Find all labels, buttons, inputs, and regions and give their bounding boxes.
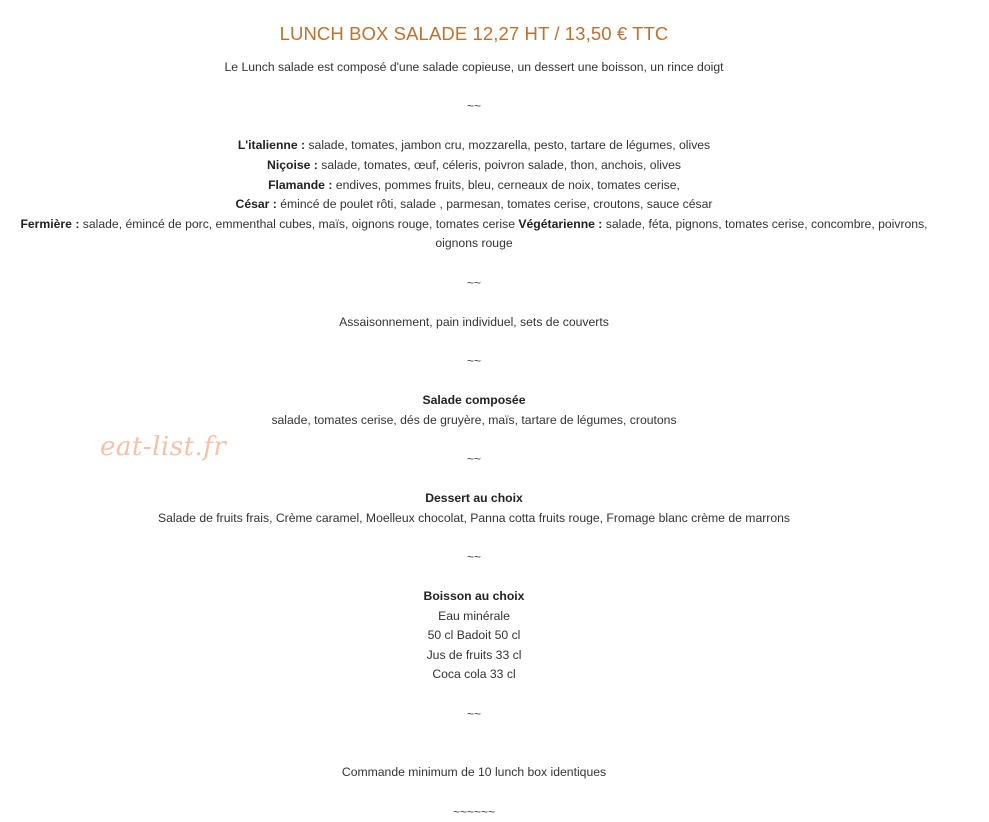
- salad-flamande-ingredients: endives, pommes fruits, bleu, cerneaux de noix, tomates cerise,: [332, 177, 680, 192]
- separator: ~~: [466, 275, 481, 290]
- spacer: [0, 78, 948, 98]
- assaisonnement-text: Assaisonnement, pain individuel, sets de couverts: [339, 314, 609, 329]
- spacer: [0, 254, 948, 274]
- spacer: [0, 567, 948, 587]
- salad-italienne-label: L'italienne :: [237, 138, 306, 153]
- boisson-section: [0, 587, 948, 685]
- salad-italienne-ingredients: salade, tomates, jambon cru, mozzarella, pesto, tartare de légumes, olives: [305, 138, 711, 153]
- end-separator: ~~~~~~: [452, 804, 496, 819]
- lunch-box-salade-section: [0, 20, 948, 822]
- salad-list: [0, 136, 948, 254]
- spacer: [0, 528, 948, 548]
- watermark-logo: eat-list.fr: [100, 432, 227, 462]
- dessert-text: Salade de fruits frais, Crème caramel, Moelleux chocolat, Panna cotta fruits rouge, Fromage blanc crème de marrons: [157, 510, 790, 525]
- dessert-heading: Dessert au choix: [425, 491, 523, 506]
- salad-flamande: [0, 176, 948, 196]
- spacer: [0, 293, 948, 313]
- intro-text: Le Lunch salade est composé d'une salade copieuse, un dessert une boisson, un rince doigt: [224, 60, 724, 74]
- boisson-item: Eau minérale: [438, 608, 510, 623]
- spacer: [0, 724, 948, 744]
- spacer: [0, 685, 948, 705]
- spacer: [0, 117, 948, 137]
- salad-vegetarienne-ingredients: salade, féta, pignons, tomates cerise, concombre, poivrons, oignons rouge: [435, 216, 928, 251]
- spacer: [0, 469, 948, 489]
- salad-fermiere-ingredients: salade, émincé de porc, emmenthal cubes, maïs, oignons rouge, tomates cerise: [79, 216, 519, 231]
- separator: ~~: [466, 99, 481, 114]
- salad-italienne: [0, 136, 948, 156]
- boisson-item: Jus de fruits 33 cl: [426, 647, 522, 662]
- page-title: LUNCH BOX SALADE 12,27 HT / 13,50 € TTC: [279, 23, 669, 44]
- spacer: [0, 430, 948, 450]
- salade-composee-section: [0, 391, 948, 430]
- salad-vegetarienne-label: Végétarienne :: [518, 216, 603, 231]
- separator: ~~: [466, 549, 481, 564]
- salad-cesar-label: César :: [235, 197, 277, 212]
- salad-nicoise-label: Niçoise :: [267, 157, 318, 172]
- boisson-heading: Boisson au choix: [423, 589, 525, 604]
- salad-cesar: [0, 195, 948, 215]
- salad-fermiere-label: Fermière :: [20, 216, 80, 231]
- spacer: [0, 372, 948, 392]
- spacer: [0, 332, 948, 352]
- salad-cesar-ingredients: émincé de poulet rôti, salade , parmesan, tomates cerise, croutons, sauce césar: [276, 197, 713, 212]
- salade-composee-heading: Salade composée: [422, 393, 526, 408]
- separator: ~~: [466, 353, 481, 368]
- salad-nicoise-ingredients: salade, tomates, œuf, céleris, poivron salade, thon, anchois, olives: [317, 157, 681, 172]
- salade-composee-text: salade, tomates cerise, dés de gruyère, maïs, tartare de légumes, croutons: [271, 412, 677, 427]
- dessert-section: [0, 489, 948, 528]
- commande-minimum-text: Commande minimum de 10 lunch box identiques: [341, 765, 607, 780]
- spacer: [0, 783, 948, 803]
- salad-flamande-label: Flamande :: [268, 177, 333, 192]
- spacer: [0, 744, 948, 764]
- separator: ~~: [466, 706, 481, 721]
- boisson-item: Coca cola 33 cl: [432, 667, 516, 682]
- salad-fermiere-vegetarienne: [0, 215, 948, 254]
- boisson-item: 50 cl Badoit 50 cl: [427, 628, 521, 643]
- salad-nicoise: [0, 156, 948, 176]
- separator: ~~: [466, 451, 481, 466]
